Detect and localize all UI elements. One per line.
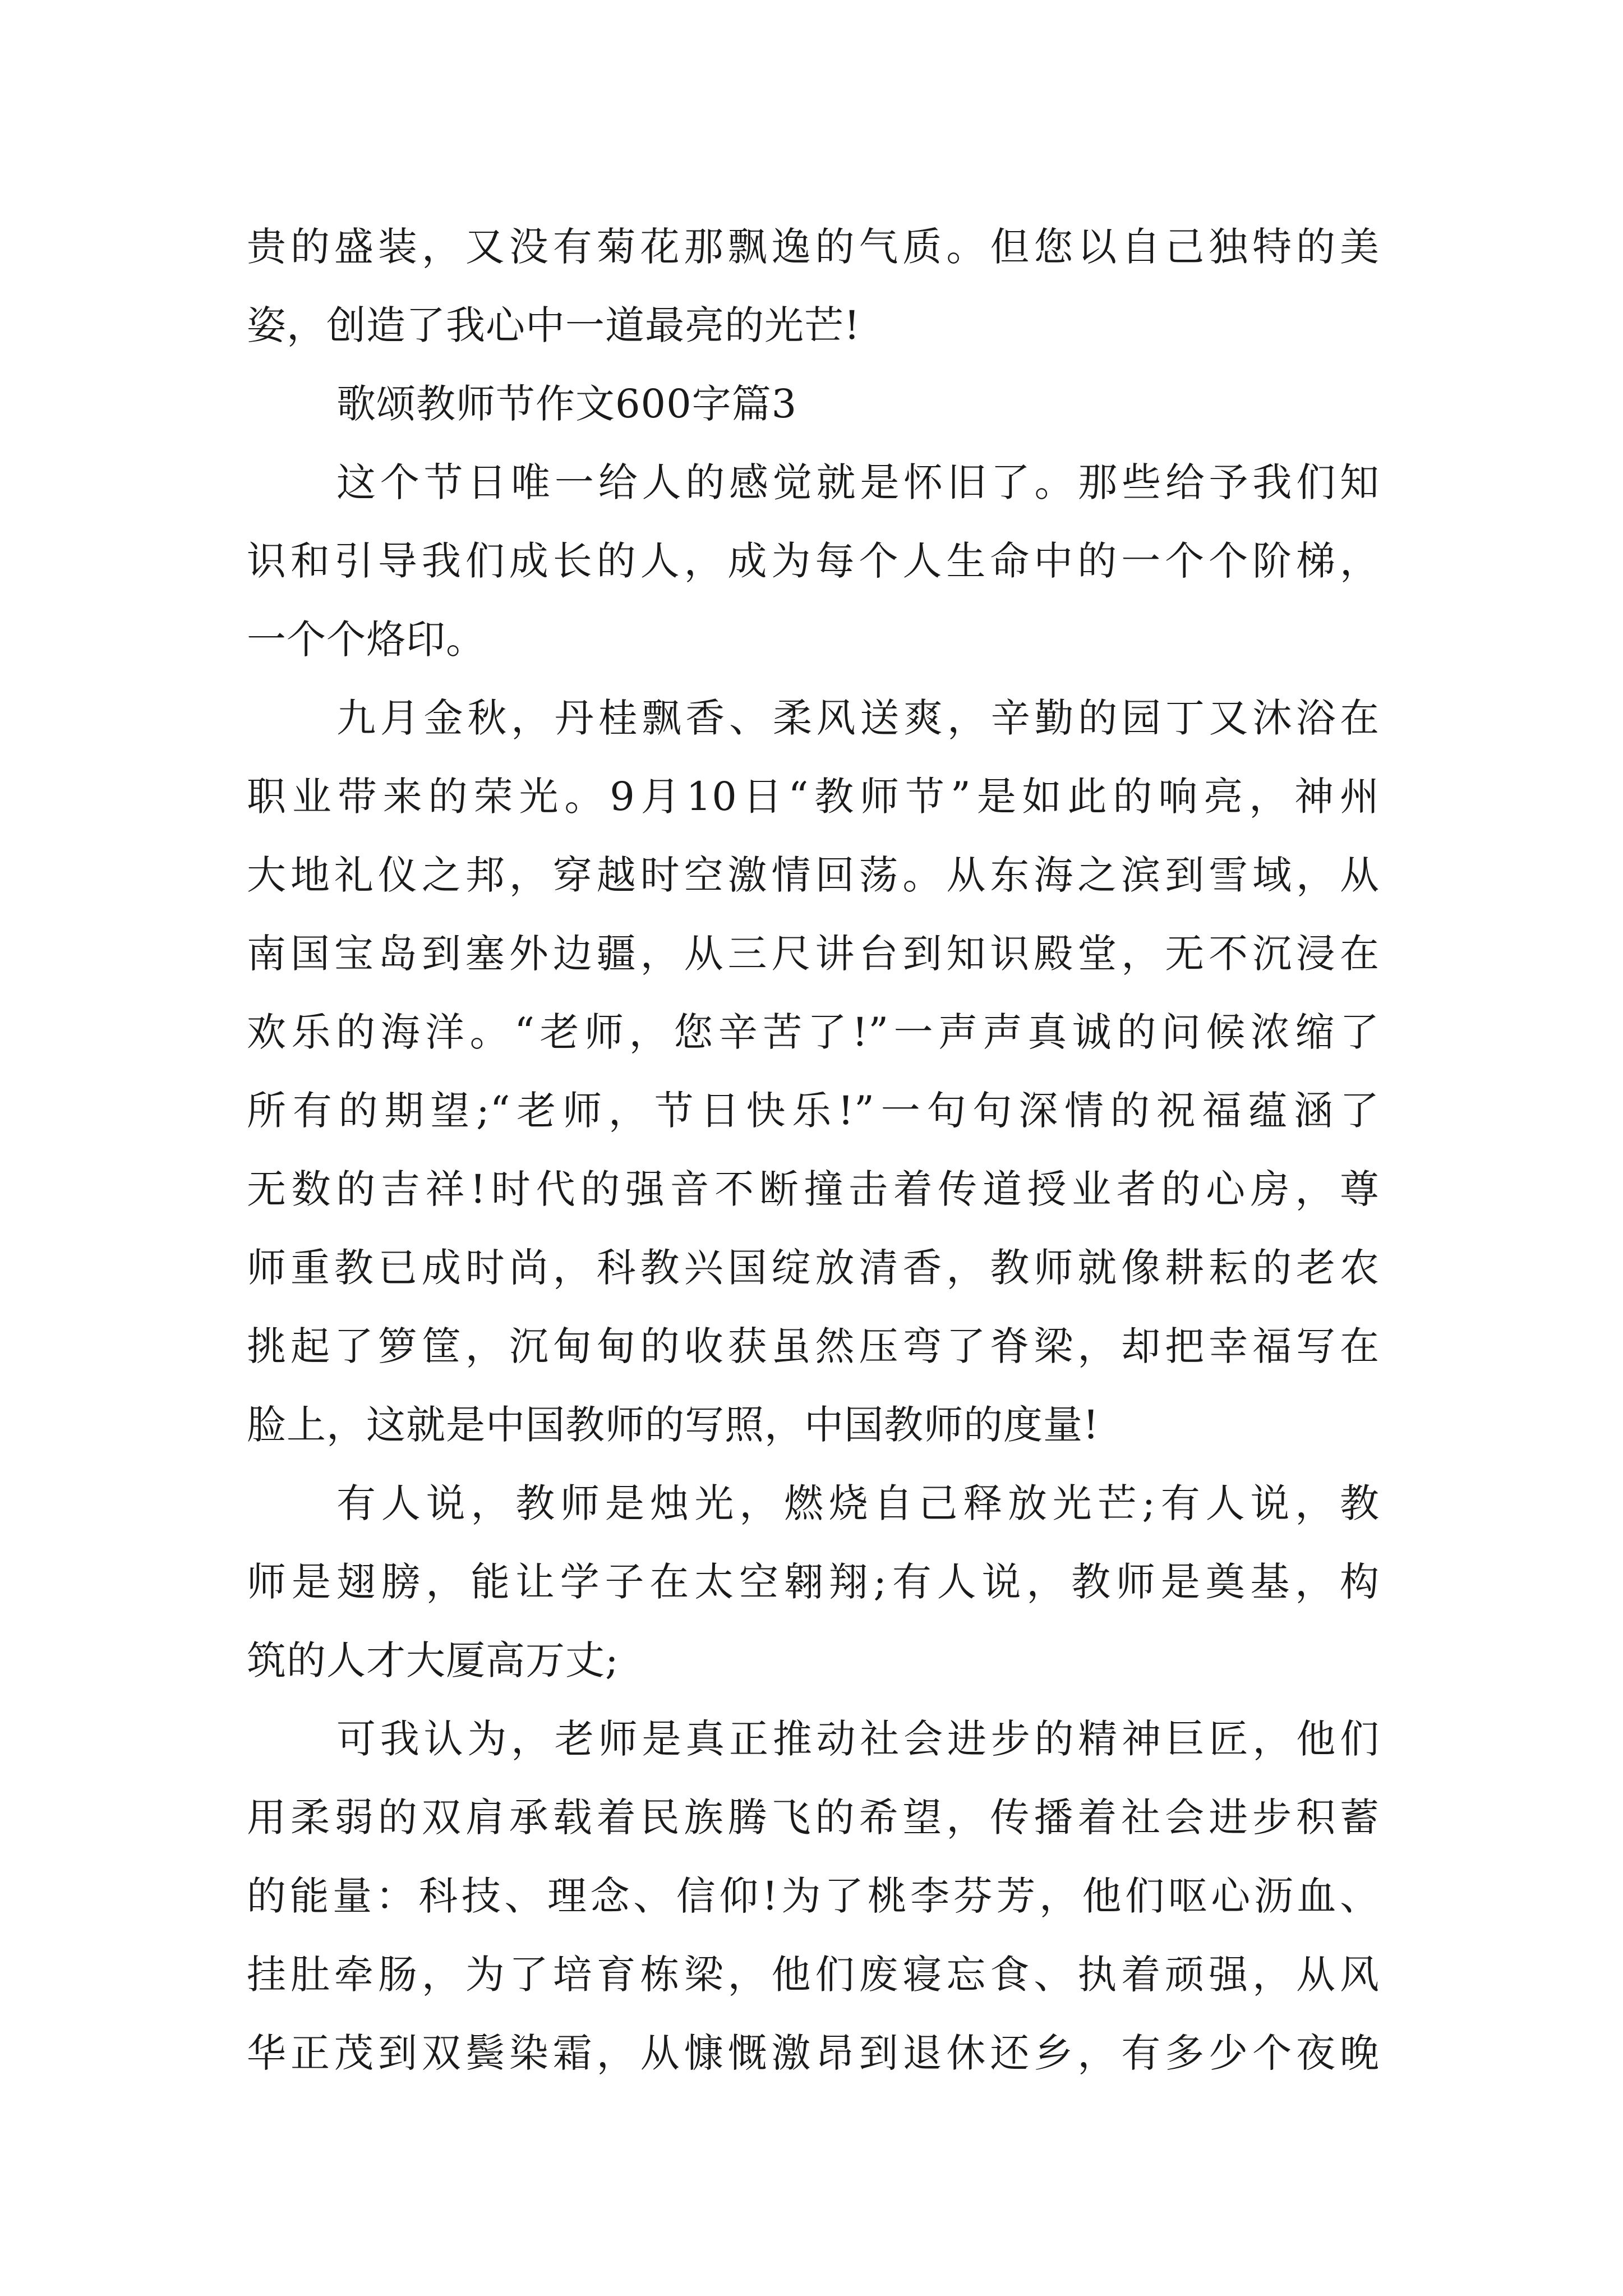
text-line: 一个个烙印。: [247, 616, 486, 662]
text-line: 南国宝岛到塞外边疆，从三尺讲台到知识殿堂，无不沉浸在: [247, 931, 1380, 977]
text-line: 的能量：科技、理念、信仰!为了桃李芬芳，他们呕心沥血、: [247, 1873, 1380, 1919]
text-line: 挑起了箩筐，沉甸甸的收获虽然压弯了脊梁，却把幸福写在: [247, 1323, 1380, 1369]
text-line: 欢乐的海洋。“老师，您辛苦了!”一声声真诚的问候浓缩了: [247, 1009, 1380, 1055]
text-line: 有人说，教师是烛光，燃烧自己释放光芒;有人说，教: [336, 1480, 1380, 1526]
text-line: 脸上，这就是中国教师的写照，中国教师的度量!: [247, 1402, 1100, 1448]
text-line: 无数的吉祥!时代的强音不断撞击着传道授业者的心房，尊: [247, 1166, 1380, 1212]
text-line: 大地礼仪之邦，穿越时空激情回荡。从东海之滨到雪域，从: [247, 852, 1380, 898]
text-line: 所有的期望;“老师，节日快乐!”一句句深情的祝福蕴涵了: [247, 1088, 1380, 1134]
text-line: 师是翅膀，能让学子在太空翱翔;有人说，教师是奠基，构: [247, 1559, 1380, 1605]
text-line: 这个节日唯一给人的感觉就是怀旧了。那些给予我们知: [336, 459, 1380, 505]
text-line: 九月金秋，丹桂飘香、柔风送爽，辛勤的园丁又沐浴在: [336, 695, 1380, 741]
text-line: 姿，创造了我心中一道最亮的光芒!: [247, 302, 861, 348]
text-line: 贵的盛装，又没有菊花那飘逸的气质。但您以自己独特的美: [247, 224, 1380, 270]
text-line: 职业带来的荣光。9月10日“教师节”是如此的响亮，神州: [247, 774, 1380, 820]
text-line: 华正茂到双鬓染霜，从慷慨激昂到退休还乡，有多少个夜晚: [247, 2030, 1380, 2076]
text-line: 筑的人才大厦高万丈;: [247, 1637, 619, 1683]
text-line: 师重教已成时尚，科教兴国绽放清香，教师就像耕耘的老农: [247, 1245, 1380, 1291]
text-line: 挂肚牵肠，为了培育栋梁，他们废寝忘食、执着顽强，从风: [247, 1952, 1380, 1998]
section-heading: 歌颂教师节作文600字篇3: [336, 381, 797, 427]
text-line: 可我认为，老师是真正推动社会进步的精神巨匠，他们: [336, 1716, 1380, 1762]
text-line: 识和引导我们成长的人，成为每个人生命中的一个个阶梯，: [247, 538, 1380, 584]
text-line: 用柔弱的双肩承载着民族腾飞的希望，传播着社会进步积蓄: [247, 1795, 1380, 1841]
